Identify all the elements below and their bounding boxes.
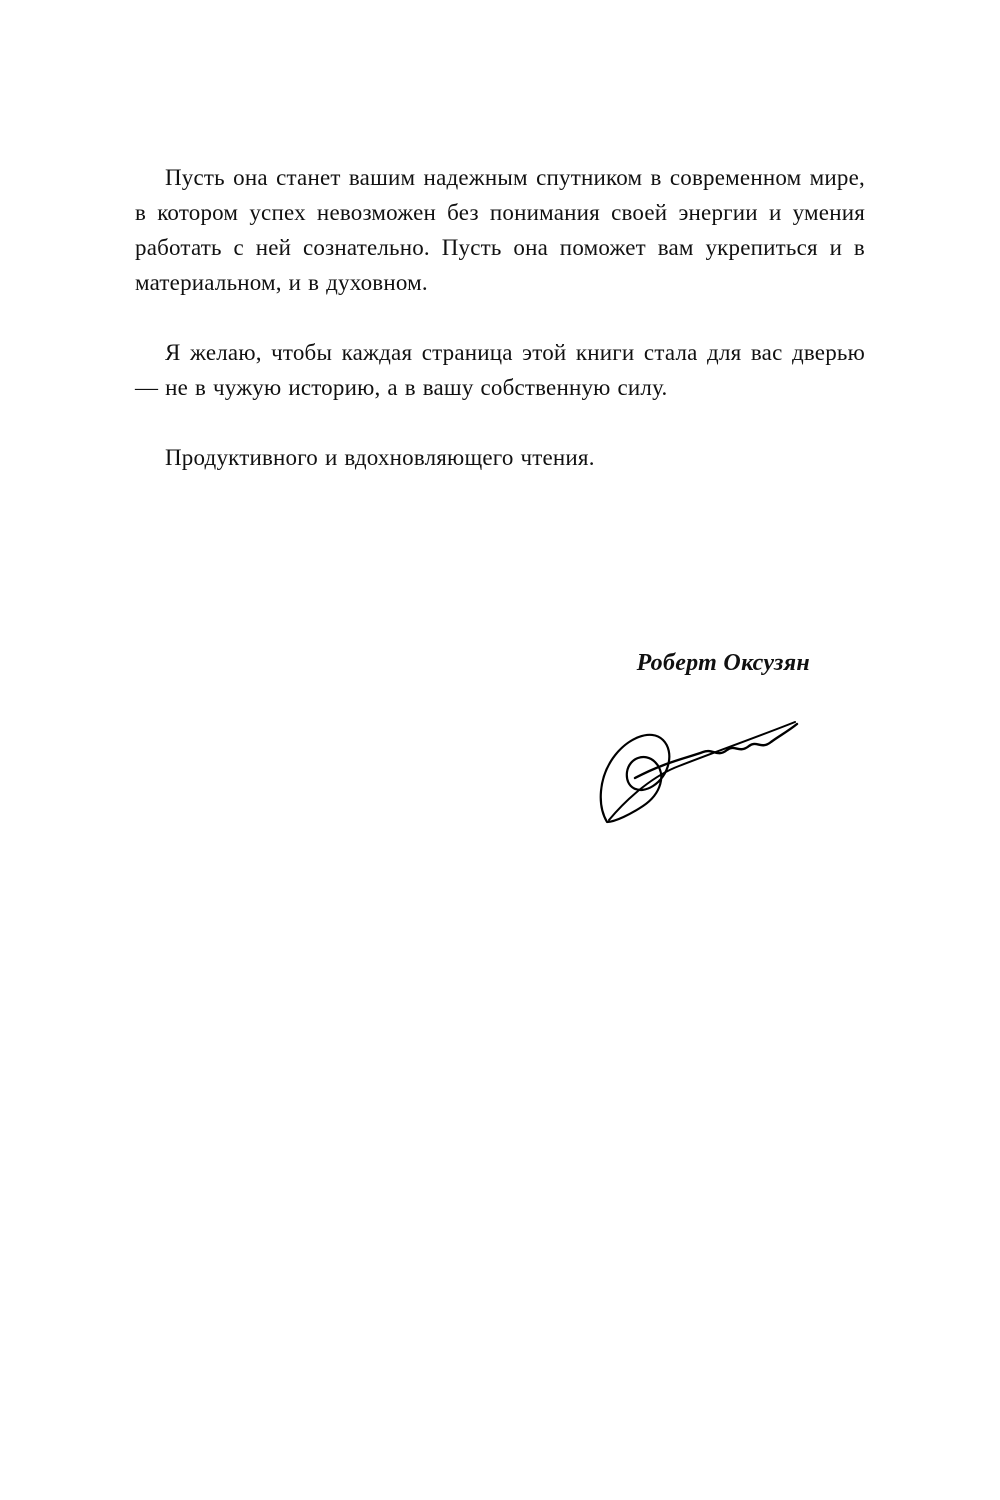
signature-block [135,700,865,840]
author-name: Роберт Оксузян [636,650,810,676]
handwritten-signature-icon [595,700,805,835]
paragraph-2: Я желаю, чтобы каждая страница этой книги стала для вас дверью — не в чужую историю, а в вашу собственную силу. [135,340,865,400]
paragraph-1: Пусть она станет вашим надежным спутником в современном мире, в котором успех невозможен без понимания своей энергии и умения работать с ней сознательно. Пусть она поможет вам укрепиться и в материальном, и в духовном. [135,165,865,295]
paragraph-3: Продуктивного и вдохновляющего чтения. [165,445,595,470]
page-text-block [135,160,865,475]
author-block [135,650,865,677]
